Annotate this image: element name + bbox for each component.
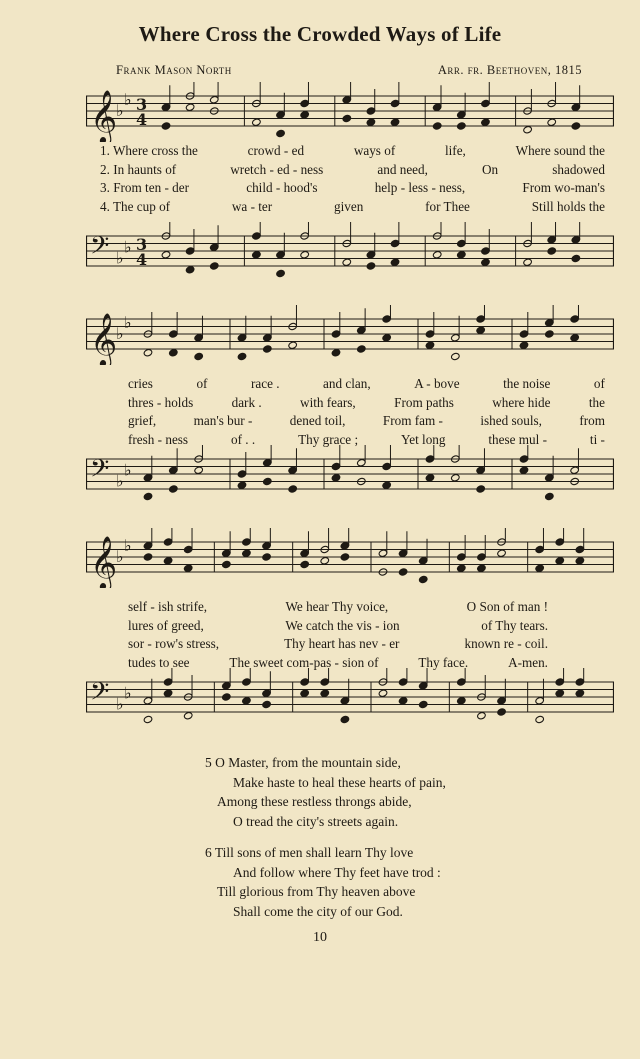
- lyric-segment: Thy face.: [418, 654, 469, 670]
- svg-text:𝄢: 𝄢: [90, 454, 110, 490]
- lyric-segment: On: [482, 161, 499, 177]
- stanza-text: O Master, from the mountain side,: [215, 755, 401, 770]
- stanza-line: Shall come the city of our God.: [233, 903, 403, 919]
- lyric-segment: grief,: [128, 413, 157, 428]
- lyric-segment: 3. From ten - der: [100, 180, 189, 195]
- lyric-segment: Yet long: [401, 431, 446, 447]
- lyric-segment: 1. Where cross the: [100, 143, 198, 158]
- lyric-segment: life,: [444, 143, 466, 158]
- stanza-line: [205, 843, 441, 863]
- svg-text:♭: ♭: [116, 471, 124, 491]
- svg-text:♭: ♭: [116, 248, 124, 268]
- treble-staff-3: [86, 528, 614, 588]
- stanza-number: 5: [205, 755, 212, 770]
- lyric-segment: and need,: [377, 161, 428, 177]
- author-credit: Frank Mason North: [116, 63, 232, 77]
- svg-text:𝄢: 𝄢: [90, 231, 110, 267]
- lyric-segment: the noise: [503, 376, 551, 391]
- lyric-segment: wa - ter: [231, 198, 273, 214]
- lyric-line: [100, 198, 605, 217]
- lyric-segment: Thy grace ;: [298, 431, 359, 447]
- lyric-segment: the: [588, 394, 605, 410]
- svg-text:3: 3: [136, 235, 148, 254]
- lyric-segment: From fam -: [382, 413, 443, 428]
- lyric-segment: of Thy tears.: [481, 617, 548, 633]
- svg-text:4: 4: [136, 250, 148, 269]
- stanza-5: [205, 753, 446, 831]
- lyric-segment: Still holds the: [531, 198, 605, 214]
- svg-text:𝄞: 𝄞: [90, 312, 118, 365]
- lyrics-system-1: [100, 142, 605, 216]
- lyric-segment: tudes to see: [128, 654, 190, 670]
- lyrics-system-2: [100, 375, 605, 449]
- arranger-credit: Arr. fr. Beethoven, 1815: [437, 63, 582, 77]
- lyric-segment: 2. In haunts of: [100, 161, 177, 177]
- lyric-segment: ished souls,: [480, 413, 542, 428]
- stanza-line: Till glorious from Thy heaven above: [217, 884, 416, 899]
- lyric-segment: O Son of man !: [466, 599, 548, 614]
- lyric-segment: crowd - ed: [247, 143, 305, 158]
- lyric-segment: help - less - ness,: [374, 180, 466, 195]
- lyric-segment: From wo-man's: [522, 180, 605, 195]
- svg-text:♭: ♭: [116, 101, 124, 120]
- lyric-segment: shadowed: [552, 161, 605, 177]
- lyric-segment: dark .: [231, 394, 262, 410]
- stanza-line: [205, 753, 446, 773]
- svg-text:♭: ♭: [124, 312, 132, 332]
- lyric-segment: cries: [128, 376, 153, 391]
- lyric-segment: where hide: [492, 394, 551, 410]
- lyric-line: [100, 142, 605, 161]
- svg-text:♭: ♭: [124, 683, 132, 703]
- lyric-segment: ways of: [353, 143, 396, 158]
- bass-staff-3: [86, 668, 614, 728]
- page-number: 10: [313, 930, 327, 945]
- stanza-line: O tread the city's streets again.: [233, 813, 399, 829]
- lyric-segment: 4. The cup of: [100, 198, 171, 214]
- lyric-line: [100, 179, 605, 198]
- lyrics-system-3: [128, 598, 548, 672]
- lyric-segment: A - bove: [414, 376, 460, 391]
- lyric-segment: We catch the vis - ion: [285, 617, 400, 633]
- lyric-line: [128, 598, 548, 617]
- lyric-segment: child - hood's: [246, 180, 318, 195]
- lyric-segment: Where sound the: [515, 143, 605, 158]
- lyric-segment: of . .: [230, 431, 256, 447]
- lyric-segment: From paths: [394, 394, 454, 410]
- svg-text:𝄢: 𝄢: [90, 677, 110, 713]
- lyric-segment: dened toil,: [289, 413, 346, 428]
- svg-text:4: 4: [136, 110, 148, 129]
- lyric-segment: of: [593, 376, 605, 391]
- lyric-line: [100, 375, 605, 394]
- lyric-line: [100, 161, 605, 180]
- stanza-text: Till sons of men shall learn Thy love: [214, 845, 414, 860]
- svg-text:♭: ♭: [116, 324, 124, 343]
- lyric-segment: and clan,: [323, 376, 371, 391]
- lyric-segment: of: [196, 376, 208, 391]
- lyric-segment: self - ish strife,: [128, 599, 208, 614]
- lyric-segment: We hear Thy voice,: [285, 599, 389, 614]
- lyric-line: [100, 412, 605, 431]
- lyric-line: [100, 394, 605, 413]
- lyric-segment: these mul -: [488, 431, 547, 447]
- bass-staff-2: [86, 445, 614, 505]
- stanza-line: And follow where Thy feet have trod :: [233, 864, 441, 880]
- lyric-segment: The sweet com-pas - sion of: [229, 654, 379, 670]
- svg-text:𝄞: 𝄞: [90, 89, 118, 142]
- lyric-segment: for Thee: [425, 198, 470, 214]
- lyric-line: [128, 617, 548, 636]
- lyric-segment: ti -: [589, 431, 605, 447]
- lyric-segment: wretch - ed - ness: [230, 161, 324, 177]
- lyric-segment: race .: [250, 376, 280, 391]
- bass-staff-1: [86, 222, 614, 282]
- stanza-number: 6: [205, 845, 212, 860]
- stanza-line: Make haste to heal these hearts of pain,: [233, 774, 446, 790]
- lyric-segment: lures of greed,: [128, 617, 204, 633]
- lyric-segment: from: [579, 413, 605, 428]
- svg-text:3: 3: [136, 95, 148, 114]
- stanza-6: [205, 843, 441, 921]
- svg-text:♭: ♭: [124, 460, 132, 480]
- svg-text:♭: ♭: [124, 535, 132, 555]
- lyric-segment: with fears,: [300, 394, 356, 410]
- svg-text:♭: ♭: [116, 547, 124, 566]
- svg-text:♭: ♭: [124, 237, 132, 257]
- lyric-segment: known re - coil.: [464, 636, 548, 651]
- lyric-segment: Thy heart has nev - er: [284, 636, 400, 651]
- stanza-line: Among these restless throngs abide,: [217, 794, 412, 809]
- lyric-segment: fresh - ness: [128, 431, 189, 447]
- treble-staff-1: [86, 82, 614, 142]
- lyric-segment: sor - row's stress,: [128, 636, 220, 651]
- hymn-title: Where Cross the Crowded Ways of Life: [138, 22, 502, 46]
- svg-text:♭: ♭: [116, 694, 124, 714]
- lyric-segment: given: [333, 198, 364, 214]
- treble-staff-2: [86, 305, 614, 365]
- svg-text:𝄞: 𝄞: [90, 535, 118, 588]
- lyric-segment: man's bur -: [193, 413, 253, 428]
- lyric-line: [128, 635, 548, 654]
- lyric-segment: A-men.: [508, 654, 548, 670]
- svg-text:♭: ♭: [124, 89, 132, 109]
- lyric-segment: thres - holds: [128, 394, 194, 410]
